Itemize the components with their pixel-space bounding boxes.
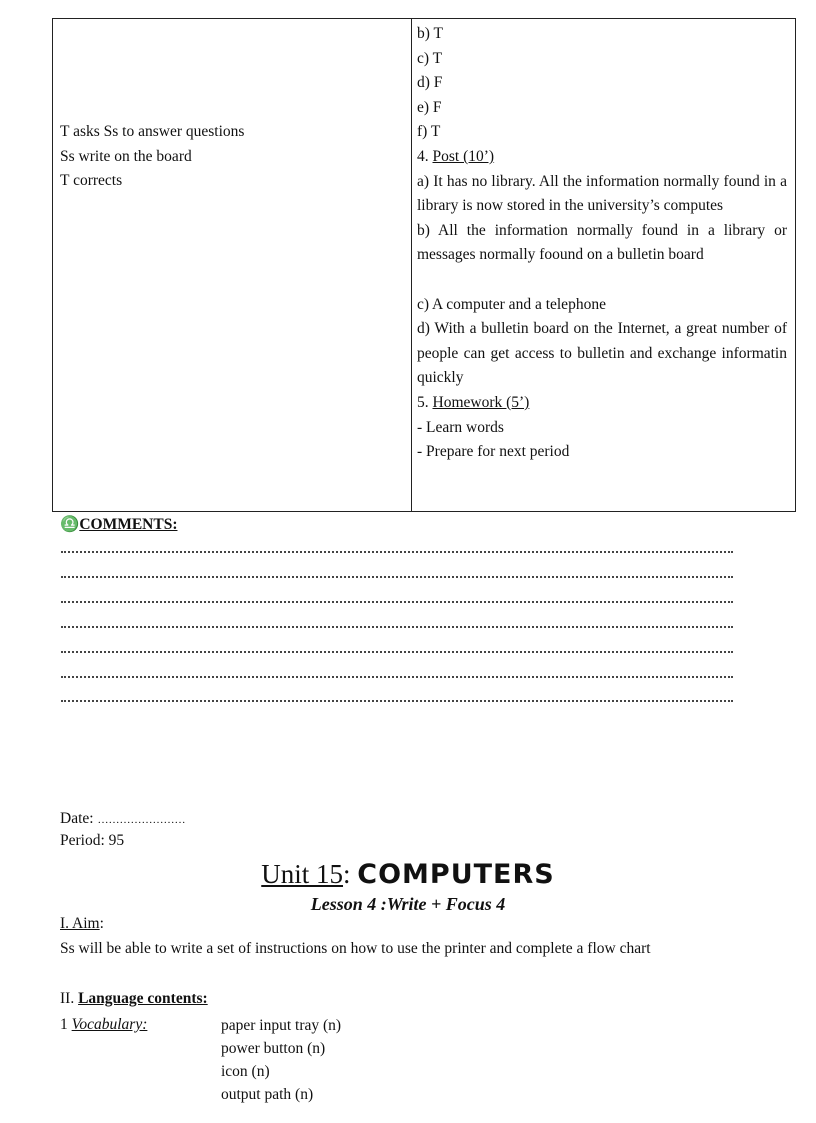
comment-dotted-line [61, 551, 733, 553]
post-answer-a: a) It has no library. All the information normally found in a library is now stored in the university’s computes [417, 172, 787, 215]
comment-dotted-line [61, 676, 733, 678]
stage-label: Post (10’) [432, 147, 495, 165]
homework-stage-heading [417, 391, 787, 416]
stage-number: 4. [417, 147, 433, 165]
activity-line: T asks Ss to answer questions [60, 123, 245, 140]
section-label: Language contents: [78, 990, 208, 1007]
vocab-label: Vocabulary: [71, 1016, 148, 1033]
post-answer-c: c) A computer and a telephone [417, 295, 606, 313]
comment-dotted-line [61, 626, 733, 628]
activity-line: Ss write on the board [60, 147, 192, 165]
answer-line: c) T [417, 49, 443, 67]
vocab-number: 1 [60, 1016, 72, 1033]
comment-dotted-line [61, 700, 733, 702]
post-answer-b: b) All the information normally found in a library or messages normally foound on a bulletin board [417, 221, 787, 264]
lesson-plan-table [52, 18, 796, 512]
homework-item: - Prepare for next period [417, 443, 570, 461]
answer-line: e) F [417, 98, 442, 116]
answer-line: b) T [417, 25, 443, 42]
lesson-subtitle: Lesson 4 :Write + Focus 4 [310, 894, 506, 914]
language-contents-heading [60, 988, 208, 1010]
comment-dotted-line [61, 651, 733, 653]
blank-line [417, 268, 787, 293]
answer-line: d) F [417, 74, 443, 92]
unit-topic: COMPUTERS [357, 859, 555, 890]
date-blank: …………………… [97, 814, 186, 826]
vocab-item: icon (n) [221, 1063, 270, 1080]
answer-line: f) T [417, 123, 441, 141]
period-number: Period: 95 [60, 832, 125, 849]
aim-text: Ss will be able to write a set of instructions on how to use the printer and complete a flow chart [60, 940, 651, 957]
comments-label: COMMENTS: [79, 516, 178, 533]
vocabulary-heading [60, 1014, 147, 1036]
content-column [417, 22, 787, 465]
vocab-item: paper input tray (n) [221, 1017, 342, 1034]
section-number: II. [60, 990, 79, 1007]
balance-scale-icon: ♎ [60, 516, 80, 533]
unit-number: Unit 15 [261, 859, 344, 889]
post-stage-heading [417, 145, 787, 170]
stage-label: Homework (5’) [432, 393, 530, 411]
homework-item: - Learn words [417, 418, 504, 436]
date-field [60, 808, 185, 831]
title-separator: : [343, 859, 358, 889]
date-label: Date: [60, 810, 98, 827]
vocab-item: output path (n) [221, 1086, 314, 1103]
post-answer-d: d) With a bulletin board on the Internet, a great number of people can get access to bulletin and exchange informatin quickly [417, 320, 787, 387]
unit-title [0, 856, 816, 893]
stage-number: 5. [417, 393, 433, 411]
comment-dotted-line [61, 601, 733, 603]
aim-heading [60, 913, 104, 935]
aim-colon: : [99, 915, 104, 932]
vocabulary-list [221, 1014, 341, 1106]
activity-line: T corrects [60, 172, 123, 190]
vocab-item: power button (n) [221, 1040, 326, 1057]
comments-heading [60, 514, 177, 536]
aim-heading-label: I. Aim [60, 915, 100, 932]
teacher-activities-column [60, 120, 400, 194]
comment-dotted-line [61, 576, 733, 578]
column-divider [411, 19, 412, 511]
